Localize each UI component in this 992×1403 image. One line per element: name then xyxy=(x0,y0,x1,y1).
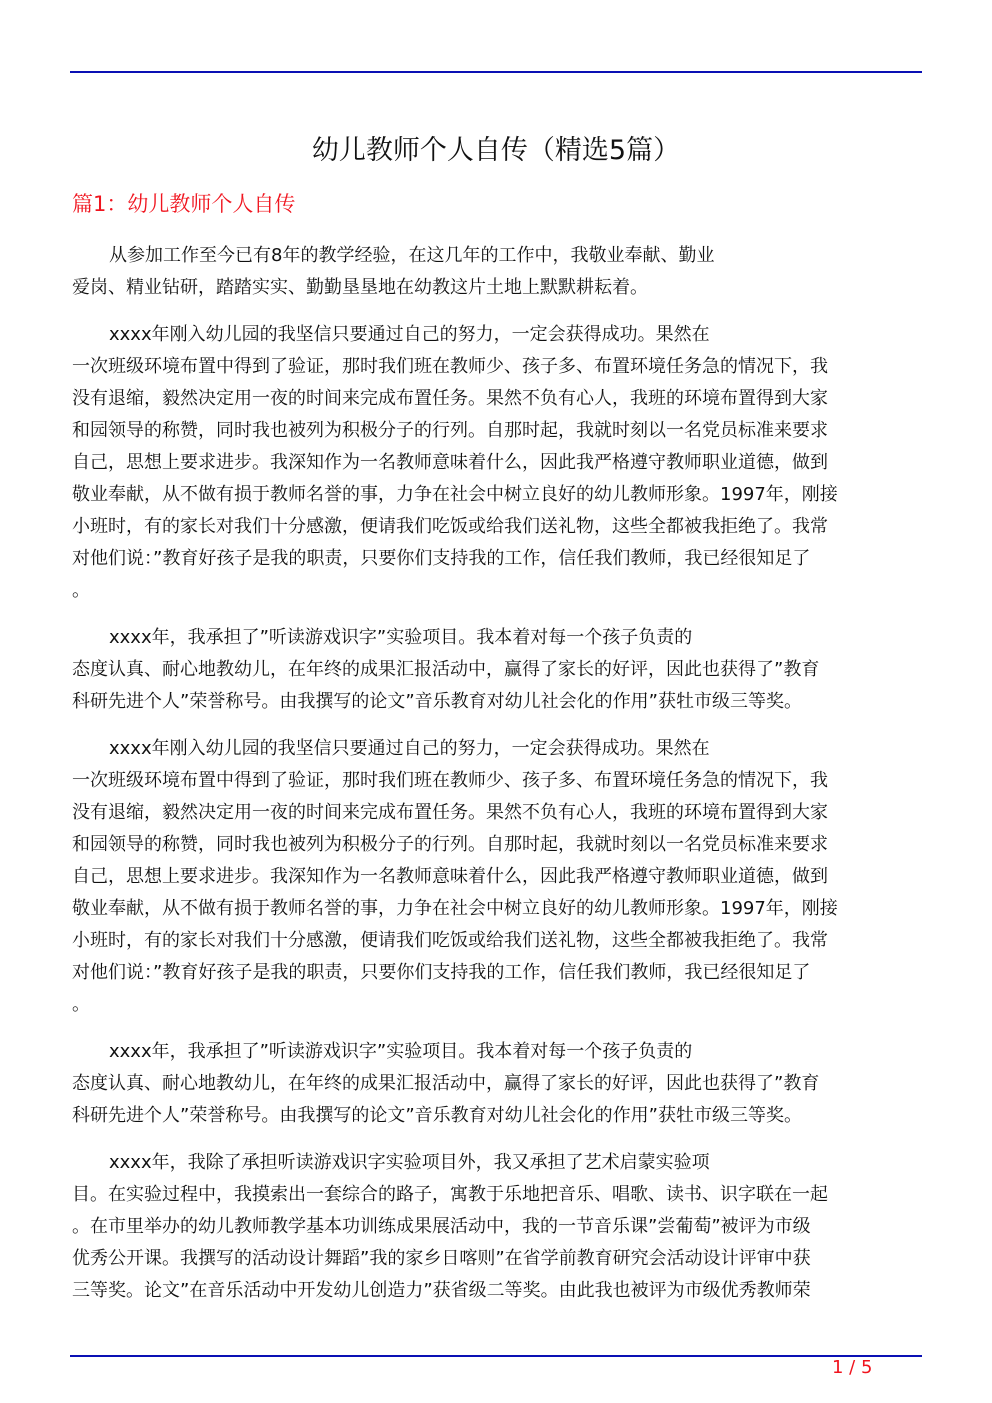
paragraph-line: 科研先进个人”荣誉称号。由我撰写的论文”音乐教育对幼儿社会化的作用”获牡市级三等奖。 xyxy=(72,691,802,712)
paragraph xyxy=(72,622,912,718)
paragraph-line: 一次班级环境布置中得到了验证，那时我们班在教师少、孩子多、布置环境任务急的情况下，我 xyxy=(72,770,828,791)
footer-rule xyxy=(70,1355,922,1357)
paragraph-line: 小班时，有的家长对我们十分感激，便请我们吃饭或给我们送礼物，这些全都被我拒绝了。我常 xyxy=(72,516,828,537)
paragraph-line: 敬业奉献，从不做有损于教师名誉的事，力争在社会中树立良好的幼儿教师形象。1997年，刚接 xyxy=(72,484,838,505)
paragraph-line: xxxx年，我承担了”听读游戏识字”实验项目。我本着对每一个孩子负责的 xyxy=(109,1041,693,1062)
paragraph-line: 。在市里举办的幼儿教师教学基本功训练成果展活动中，我的一节音乐课”尝葡萄”被评为市级 xyxy=(72,1216,811,1237)
header-rule xyxy=(70,71,922,73)
page-number: 1 / 5 xyxy=(832,1357,873,1378)
paragraph-line: 没有退缩，毅然决定用一夜的时间来完成布置任务。果然不负有心人，我班的环境布置得到大家 xyxy=(72,388,828,409)
paragraph-line: 态度认真、耐心地教幼儿，在年终的成果汇报活动中，赢得了家长的好评，因此也获得了”教育 xyxy=(72,1073,820,1094)
paragraph-line: 敬业奉献，从不做有损于教师名誉的事，力争在社会中树立良好的幼儿教师形象。1997年，刚接 xyxy=(72,898,838,919)
paragraph-line: 对他们说：”教育好孩子是我的职责，只要你们支持我的工作，信任我们教师，我已经很知足了 xyxy=(72,548,811,569)
paragraph-line: 自己，思想上要求进步。我深知作为一名教师意味着什么，因此我严格遵守教师职业道德，做到 xyxy=(72,452,828,473)
paragraph-line: 对他们说：”教育好孩子是我的职责，只要你们支持我的工作，信任我们教师，我已经很知足了 xyxy=(72,962,811,983)
paragraph-line: 态度认真、耐心地教幼儿，在年终的成果汇报活动中，赢得了家长的好评，因此也获得了”教育 xyxy=(72,659,820,680)
paragraph xyxy=(72,240,912,304)
paragraph xyxy=(72,733,912,1021)
paragraph-line: 目。在实验过程中，我摸索出一套综合的路子，寓教于乐地把音乐、唱歌、读书、识字联在一起 xyxy=(72,1184,828,1205)
paragraph xyxy=(72,1147,912,1307)
paragraph-line: 和园领导的称赞，同时我也被列为积极分子的行列。自那时起，我就时刻以一名党员标准来要求 xyxy=(72,420,828,441)
paragraph-line: 没有退缩，毅然决定用一夜的时间来完成布置任务。果然不负有心人，我班的环境布置得到大家 xyxy=(72,802,828,823)
section-heading: 篇1：幼儿教师个人自传 xyxy=(72,192,296,216)
paragraph-line: 。 xyxy=(72,994,90,1015)
paragraph-line: 三等奖。论文”在音乐活动中开发幼儿创造力”获省级二等奖。由此我也被评为市级优秀教师荣 xyxy=(72,1280,811,1301)
paragraph-line: xxxx年刚入幼儿园的我坚信只要通过自己的努力，一定会获得成功。果然在 xyxy=(109,738,710,759)
paragraph-line: 小班时，有的家长对我们十分感激，便请我们吃饭或给我们送礼物，这些全都被我拒绝了。我常 xyxy=(72,930,828,951)
paragraph-line: 和园领导的称赞，同时我也被列为积极分子的行列。自那时起，我就时刻以一名党员标准来要求 xyxy=(72,834,828,855)
document-title: 幼儿教师个人自传（精选5篇） xyxy=(311,135,681,166)
paragraph-line: 科研先进个人”荣誉称号。由我撰写的论文”音乐教育对幼儿社会化的作用”获牡市级三等奖。 xyxy=(72,1105,802,1126)
paragraph-line: xxxx年刚入幼儿园的我坚信只要通过自己的努力，一定会获得成功。果然在 xyxy=(109,324,710,345)
paragraph-line: 自己，思想上要求进步。我深知作为一名教师意味着什么，因此我严格遵守教师职业道德，做到 xyxy=(72,866,828,887)
paragraph-line: xxxx年，我除了承担听读游戏识字实验项目外，我又承担了艺术启蒙实验项 xyxy=(109,1152,710,1173)
paragraph-line: 优秀公开课。我撰写的活动设计舞蹈”我的家乡日喀则”在省学前教育研究会活动设计评审中获 xyxy=(72,1248,811,1269)
document-body xyxy=(72,240,912,1322)
paragraph xyxy=(72,1036,912,1132)
paragraph-line: 一次班级环境布置中得到了验证，那时我们班在教师少、孩子多、布置环境任务急的情况下，我 xyxy=(72,356,828,377)
paragraph-line: xxxx年，我承担了”听读游戏识字”实验项目。我本着对每一个孩子负责的 xyxy=(109,627,693,648)
paragraph-line: 。 xyxy=(72,580,90,601)
paragraph-line: 从参加工作至今已有8年的教学经验，在这几年的工作中，我敬业奉献、勤业 xyxy=(109,245,715,266)
paragraph-line: 爱岗、精业钻研，踏踏实实、勤勤垦垦地在幼教这片土地上默默耕耘着。 xyxy=(72,277,648,298)
paragraph xyxy=(72,319,912,607)
